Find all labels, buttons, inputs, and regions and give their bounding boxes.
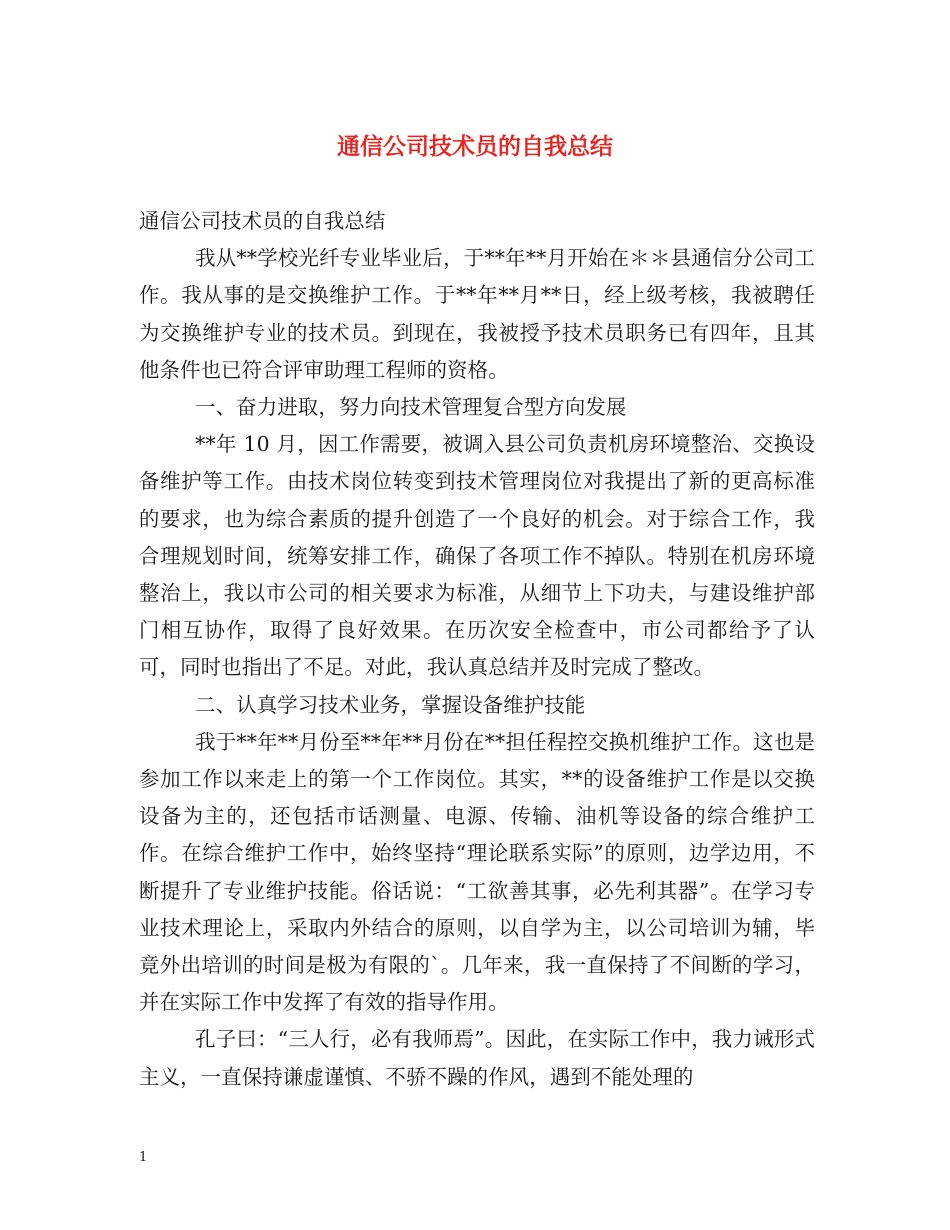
document-body [139, 203, 815, 1096]
section-heading: 二、认真学习技术业务，掌握设备维护技能 [195, 692, 586, 717]
section-heading: 一、奋力进取，努力向技术管理复合型方向发展 [195, 395, 627, 420]
document-title: 通信公司技术员的自我总结 [337, 134, 613, 160]
body-paragraph: 我从**学校光纤专业毕业后，于**年**月开始在＊＊县通信分公司工作。我从事的是交换维护工作。于**年**月**日，经上级考核，我被聘任为交换维护专业的技术员。到现在，我被授予技术员职务已有四年，且其他条件也已符合评审助理工程师的资格。 [139, 246, 815, 382]
body-paragraph: 通信公司技术员的自我总结 [139, 209, 386, 233]
page-number: 1 [139, 1150, 148, 1165]
body-paragraph: 孔子曰：“三人行，必有我师焉”。因此，在实际工作中，我力诫形式主义，一直保持谦虚谨慎、不骄不躁的作风，遇到不能处理的 [139, 1027, 815, 1089]
body-paragraph: **年 10 月，因工作需要，被调入县公司负责机房环境整治、交换设备维护等工作。由技术岗位转变到技术管理岗位对我提出了新的更高标准的要求，也为综合素质的提升创造了一个良好的机会。对于综合工作，我合理规划时间，统筹安排工作，确保了各项工作不掉队。特别在机房环境整治上，我以市公司的相关要求为标准，从细节上下功夫，与建设维护部门相互协作，取得了良好效果。在历次安全检查中，市公司都给予了认可，同时也指出了不足。对此，我认真总结并及时完成了整改。 [139, 432, 815, 680]
body-paragraph: 我于**年**月份至**年**月份在**担任程控交换机维护工作。这也是参加工作以来走上的第一个工作岗位。其实，**的设备维护工作是以交换设备为主的，还包括市话测量、电源、传输、油机等设备的综合维护工作。在综合维护工作中，始终坚持“理论联系实际”的原则，边学边用，不断提升了专业维护技能。俗话说：“工欲善其事，必先利其器”。在学习专业技术理论上，采取内外结合的原则，以自学为主，以公司培训为辅，毕竟外出培训的时间是极为有限的`。几年来，我一直保持了不间断的学习，并在实际工作中发挥了有效的指导作用。 [139, 729, 815, 1015]
